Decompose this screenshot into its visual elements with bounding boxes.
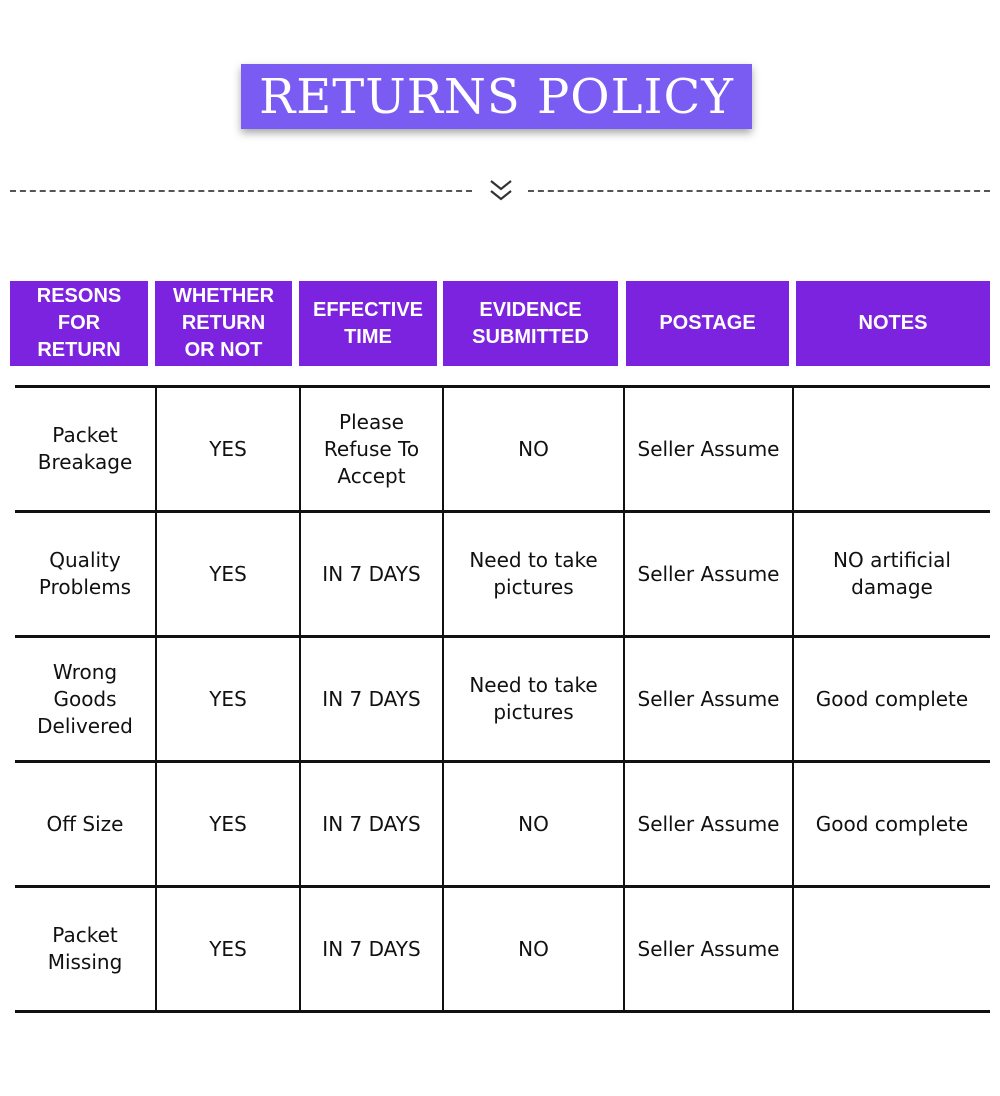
table-cell-effective-time: IN 7 DAYS bbox=[322, 811, 421, 836]
table-cell-reason: Packet Missing bbox=[47, 923, 123, 974]
column-header-whether-return: WHETHER RETURN OR NOT bbox=[155, 281, 292, 366]
table-cell-evidence: NO bbox=[518, 436, 549, 461]
divider-right bbox=[528, 190, 990, 192]
table-cell-reason: Wrong Goods Delivered bbox=[37, 659, 133, 738]
divider-left bbox=[10, 190, 472, 192]
column-header-postage: POSTAGE bbox=[626, 281, 789, 366]
table-cell-reason: Off Size bbox=[46, 811, 124, 836]
table-cell-postage: Seller Assume bbox=[637, 811, 780, 836]
column-header-effective-time: EFFECTIVE TIME bbox=[299, 281, 437, 366]
table-cell-notes: Good complete bbox=[815, 686, 969, 711]
table-cell-evidence: Need to take pictures bbox=[469, 548, 598, 599]
page-title: RETURNS POLICY bbox=[259, 68, 734, 125]
table-cell-postage: Seller Assume bbox=[637, 561, 780, 586]
column-header-reason: RESONS FOR RETURN bbox=[10, 281, 148, 366]
table-cell-reason: Quality Problems bbox=[38, 548, 132, 599]
table-cell-effective-time: IN 7 DAYS bbox=[322, 561, 421, 586]
double-chevron-down-icon bbox=[487, 178, 515, 204]
table-cell-reason: Packet Breakage bbox=[37, 423, 133, 474]
table-cell-notes: Good complete bbox=[815, 811, 969, 836]
table-cell-postage: Seller Assume bbox=[637, 686, 780, 711]
table-cell-notes bbox=[794, 388, 990, 510]
table-cell-whether-return: YES bbox=[209, 811, 247, 836]
table-cell-evidence: NO bbox=[518, 811, 549, 836]
table-cell-evidence: Need to take pictures bbox=[469, 673, 598, 724]
returns-table bbox=[15, 385, 990, 1013]
table-cell-effective-time: IN 7 DAYS bbox=[322, 936, 421, 961]
table-cell-evidence: NO bbox=[518, 936, 549, 961]
column-header-evidence: EVIDENCE SUBMITTED bbox=[443, 281, 618, 366]
table-cell-postage: Seller Assume bbox=[637, 436, 780, 461]
table-cell-postage: Seller Assume bbox=[637, 936, 780, 961]
table-rule bbox=[15, 1010, 990, 1013]
table-cell-whether-return: YES bbox=[209, 686, 247, 711]
table-cell-whether-return: YES bbox=[209, 561, 247, 586]
title-banner bbox=[241, 64, 752, 129]
table-cell-whether-return: YES bbox=[209, 936, 247, 961]
table-cell-notes: NO artificial damage bbox=[833, 548, 951, 599]
table-cell-whether-return: YES bbox=[209, 436, 247, 461]
column-header-notes: NOTES bbox=[796, 281, 990, 366]
table-cell-effective-time: Please Refuse To Accept bbox=[323, 409, 420, 488]
table-cell-notes bbox=[794, 888, 990, 1010]
table-cell-effective-time: IN 7 DAYS bbox=[322, 686, 421, 711]
